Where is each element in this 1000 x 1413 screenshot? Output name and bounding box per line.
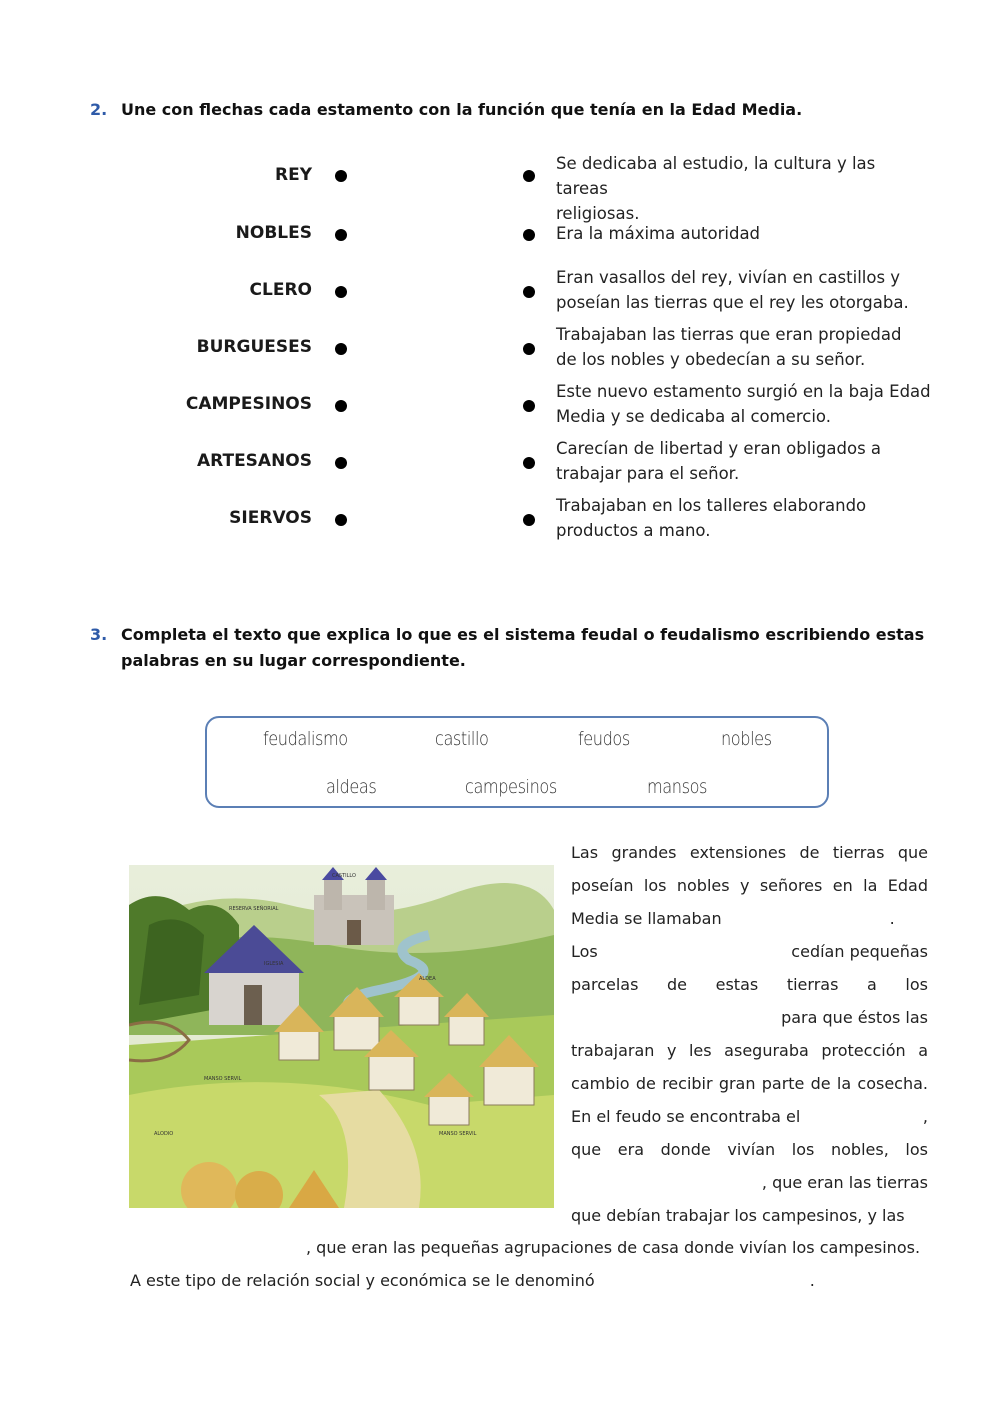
text-fragment: .	[809, 1271, 815, 1290]
text-fragment: En el feudo se encontraba el	[571, 1107, 801, 1126]
estamento-burgueses: BURGUESES	[196, 337, 312, 357]
blank-castillo[interactable]	[802, 1100, 922, 1133]
left-connector-dot[interactable]	[335, 343, 347, 355]
right-connector-dot[interactable]	[523, 457, 535, 469]
text-line	[571, 935, 928, 968]
funcion-item	[556, 322, 931, 372]
estamento-siervos: SIERVOS	[229, 508, 312, 528]
estamento-artesanos: ARTESANOS	[196, 451, 312, 471]
blank-nobles[interactable]	[620, 935, 770, 968]
funcion-item	[556, 221, 931, 246]
feudal-text	[571, 836, 928, 1232]
illustration-label: ALDEA	[419, 976, 436, 982]
text-line: cambio de recibir gran parte de la cosecha.	[571, 1074, 928, 1093]
text-fragment: A este tipo de relación social y económica se le denominó	[130, 1271, 595, 1290]
funcion-item	[556, 151, 931, 226]
funcion-line: productos a mano.	[556, 521, 711, 540]
estamento-clero: CLERO	[249, 280, 312, 300]
funcion-line: Era la máxima autoridad	[556, 224, 761, 243]
left-connector-dot[interactable]	[335, 457, 347, 469]
illustration-label: CASTILLO	[332, 873, 356, 879]
question-3-number: 3.	[90, 625, 108, 644]
funcion-line: Media y se dedicaba al comercio.	[556, 407, 831, 426]
instruction-line: palabras en su lugar correspondiente.	[121, 651, 466, 670]
text-fragment: Media se llamaban	[571, 909, 722, 928]
right-connector-dot[interactable]	[523, 343, 535, 355]
text-fragment: ,	[922, 1107, 928, 1126]
illustration-label: MANSO SERVIL	[439, 1131, 477, 1137]
right-connector-dot[interactable]	[523, 229, 535, 241]
text-line: parcelas de estas tierras a los	[571, 975, 928, 994]
estamento-campesinos: CAMPESINOS	[185, 394, 312, 414]
funcion-line: Se dedicaba al estudio, la cultura y las tareas	[556, 154, 876, 198]
text-fragment: cedían pequeñas	[791, 942, 928, 961]
illustration-label: RESERVA SEÑORIAL	[229, 906, 279, 912]
right-connector-dot[interactable]	[523, 286, 535, 298]
text-fragment: , que eran las tierras	[761, 1173, 928, 1192]
text-line: que era donde vivían los nobles, los	[571, 1140, 928, 1159]
left-connector-dot[interactable]	[335, 400, 347, 412]
left-connector-dot[interactable]	[335, 514, 347, 526]
left-connector-dot[interactable]	[335, 170, 347, 182]
instruction-line: Completa el texto que explica lo que es el sistema feudal o feudalismo escribiendo estas	[121, 625, 925, 644]
funcion-line: poseían las tierras que el rey les otorgaba.	[556, 293, 909, 312]
estamento-nobles: NOBLES	[235, 223, 312, 243]
text-fragment: Los	[571, 942, 598, 961]
text-line	[131, 1231, 931, 1264]
text-line	[571, 1166, 928, 1199]
text-line: poseían los nobles y señores en la Edad	[571, 876, 928, 895]
feudal-village-illustration	[129, 865, 554, 1208]
funcion-line: de los nobles y obedecían a su señor.	[556, 350, 866, 369]
word-chip[interactable]: nobles	[721, 728, 772, 750]
text-line	[571, 1001, 928, 1034]
funcion-line: religiosas.	[556, 204, 640, 223]
illustration-label: MANSO SERVIL	[204, 1076, 242, 1082]
right-connector-dot[interactable]	[523, 514, 535, 526]
funcion-line: Eran vasallos del rey, vivían en castillos y	[556, 268, 901, 287]
word-chip[interactable]: aldeas	[326, 776, 377, 798]
funcion-line: Este nuevo estamento surgió en la baja Edad	[556, 382, 931, 401]
word-chip[interactable]: mansos	[647, 776, 708, 798]
question-2-number: 2.	[90, 100, 108, 119]
word-chip[interactable]: campesinos	[465, 776, 557, 798]
right-connector-dot[interactable]	[523, 400, 535, 412]
illustration-label: ALODIO	[154, 1131, 174, 1137]
funcion-item	[556, 379, 931, 429]
text-fragment: , que eran las pequeñas agrupaciones de casa donde vivían los campesinos.	[306, 1238, 921, 1257]
text-line	[571, 1100, 928, 1133]
right-connector-dot[interactable]	[523, 170, 535, 182]
text-fragment: para que éstos las	[781, 1008, 928, 1027]
text-line: trabajaran y les aseguraba protección a	[571, 1041, 928, 1060]
funcion-line: Trabajaban en los talleres elaborando	[556, 496, 867, 515]
text-line: que debían trabajar los campesinos, y las	[571, 1206, 905, 1225]
funcion-item	[556, 493, 931, 543]
word-chip[interactable]: castillo	[435, 728, 489, 750]
question-3-instruction	[121, 622, 924, 674]
text-line	[571, 902, 928, 935]
text-line	[130, 1264, 950, 1297]
question-2-instruction: Une con flechas cada estamento con la función que tenía en la Edad Media.	[121, 100, 803, 119]
word-chip[interactable]: feudos	[578, 728, 630, 750]
funcion-line: Carecían de libertad y eran obligados a	[556, 439, 882, 458]
estamento-rey: REY	[274, 165, 312, 185]
funcion-item	[556, 436, 931, 486]
word-chip[interactable]: feudalismo	[263, 728, 348, 750]
left-connector-dot[interactable]	[335, 286, 347, 298]
text-fragment: .	[889, 909, 895, 928]
left-connector-dot[interactable]	[335, 229, 347, 241]
funcion-item	[556, 265, 931, 315]
text-line: Las grandes extensiones de tierras que	[571, 843, 928, 862]
illustration-label: IGLESIA	[264, 961, 284, 967]
funcion-line: Trabajaban las tierras que eran propiedad	[556, 325, 902, 344]
funcion-line: trabajar para el señor.	[556, 464, 740, 483]
